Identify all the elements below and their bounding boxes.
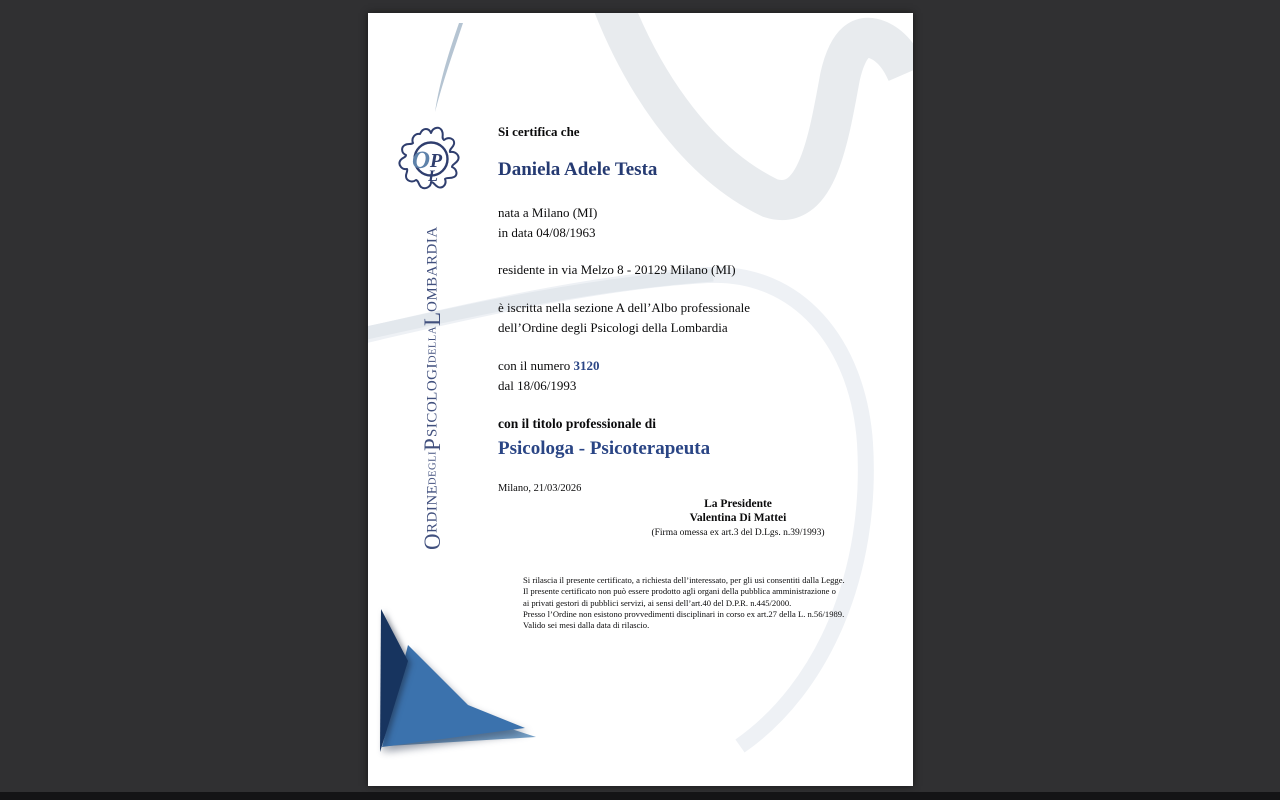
registration-number: 3120 xyxy=(573,358,600,373)
logo-letter-l: L xyxy=(428,168,438,185)
signature-name: Valentina Di Mattei xyxy=(689,511,787,524)
sidebar-segment: OMBARDIA xyxy=(424,226,441,312)
certificate-page xyxy=(368,13,913,786)
bottom-bar xyxy=(0,792,1280,800)
professional-title: Psicologa - Psicoterapeuta xyxy=(498,438,711,459)
logo-letter-o: O xyxy=(411,147,431,174)
signature-role: La Presidente xyxy=(704,498,772,510)
signature-note: (Firma omessa ex art.3 del D.Lgs. n.39/1993) xyxy=(651,528,825,538)
person-name: Daniela Adele Testa xyxy=(498,159,658,180)
sidebar-segment: O xyxy=(420,532,445,550)
registration-since-line: dal 18/06/1993 xyxy=(498,378,577,393)
registration-line-1: è iscritta nella sezione A dell’Albo professionale xyxy=(498,300,750,315)
footnote-line: Il presente certificato non può essere prodotto agli organi della pubblica amministrazione o xyxy=(523,586,836,597)
footnote-line: Si rilascia il presente certificato, a richiesta dell’interessato, per gli usi consentiti dalla Legge. xyxy=(523,575,845,585)
footnote-line: Valido sei mesi dalla data di rilascio. xyxy=(523,620,650,631)
birth-date-line: in data 04/08/1963 xyxy=(498,225,596,240)
sidebar-segment: P xyxy=(420,437,445,451)
corner-ribbon-decoration xyxy=(368,13,913,786)
footnote-line: Presso l’Ordine non esistono provvedimenti disciplinari in corso ex art.27 della L. n.56/1989. xyxy=(523,608,845,619)
number-label: con il numero xyxy=(498,358,571,373)
sidebar-segment: DEGLI xyxy=(427,450,439,485)
residence-line: residente in via Melzo 8 - 20129 Milano (MI) xyxy=(498,262,736,277)
sidebar-segment: RDINE xyxy=(424,484,441,533)
issue-place-date: Milano, 21/03/2026 xyxy=(498,483,582,494)
sidebar-segment: DELLA xyxy=(427,326,439,364)
footnote-line: ai privati gestori di pubblici servizi, ai sensi dell’art.40 del D.P.R. n.445/2000. xyxy=(523,597,792,608)
registration-line-2: dell’Ordine degli Psicologi della Lombardia xyxy=(498,320,728,335)
sidebar-segment: SICOLOGI xyxy=(424,363,441,438)
certify-label: Si certifica che xyxy=(498,124,580,139)
professional-title-label: con il titolo professionale di xyxy=(498,416,657,431)
logo-letter-p: P xyxy=(429,150,443,172)
sidebar-segment: L xyxy=(420,311,445,327)
birth-place-line: nata a Milano (MI) xyxy=(498,205,598,220)
